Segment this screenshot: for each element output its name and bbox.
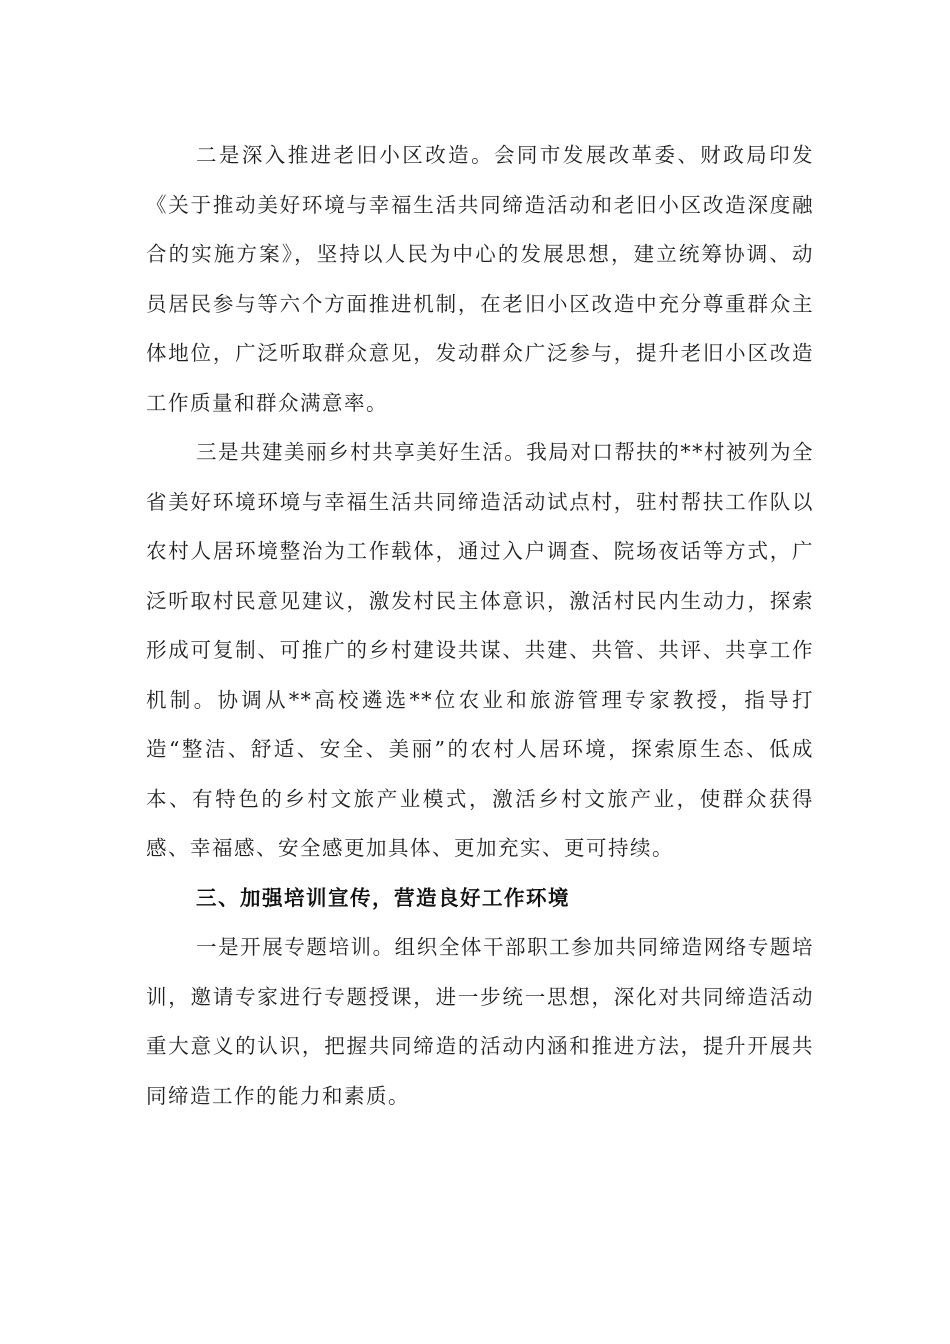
paragraph-special-training: 一是开展专题培训。组织全体干部职工参加共同缔造网络专题培训，邀请专家进行专题授课，进一步统一思想，深化对共同缔造活动重大意义的认识，把握共同缔造的活动内涵和推进方法，提升开展共同缔造工作的能力和素质。 <box>146 935 814 1108</box>
paragraph-beautiful-village: 三是共建美丽乡村共享美好生活。我局对口帮扶的**村被列为全省美好环境环境与幸福生活共同缔造活动试点村，驻村帮扶工作队以农村人居环境整治为工作载体，通过入户调查、院场夜话等方式，广泛听取村民意见建议，激发村民主体意识，激活村民内生动力，探索形成可复制、可推广的乡村建设共谋、共建、共管、共评、共享工作机制。协调从**高校遴选**位农业和旅游管理专家教授，指导打造“整洁、舒适、安全、美丽”的农村人居环境，探索原生态、低成本、有特色的乡村文旅产业模式，激活乡村文旅产业，使群众获得感、幸福感、安全感更加具体、更加充实、更可持续。 <box>146 440 814 860</box>
paragraph-old-community-renovation: 二是深入推进老旧小区改造。会同市发展改革委、财政局印发《关于推动美好环境与幸福生活共同缔造活动和老旧小区改造深度融合的实施方案》，坚持以人民为中心的发展思想，建立统筹协调、动员居民参与等六个方面推进机制，在老旧小区改造中充分尊重群众主体地位，广泛听取群众意见，发动群众广泛参与，提升老旧小区改造工作质量和群众满意率。 <box>146 143 814 415</box>
section-heading: 三、加强培训宣传，营造良好工作环境 <box>196 885 570 910</box>
document-body <box>146 131 814 1121</box>
